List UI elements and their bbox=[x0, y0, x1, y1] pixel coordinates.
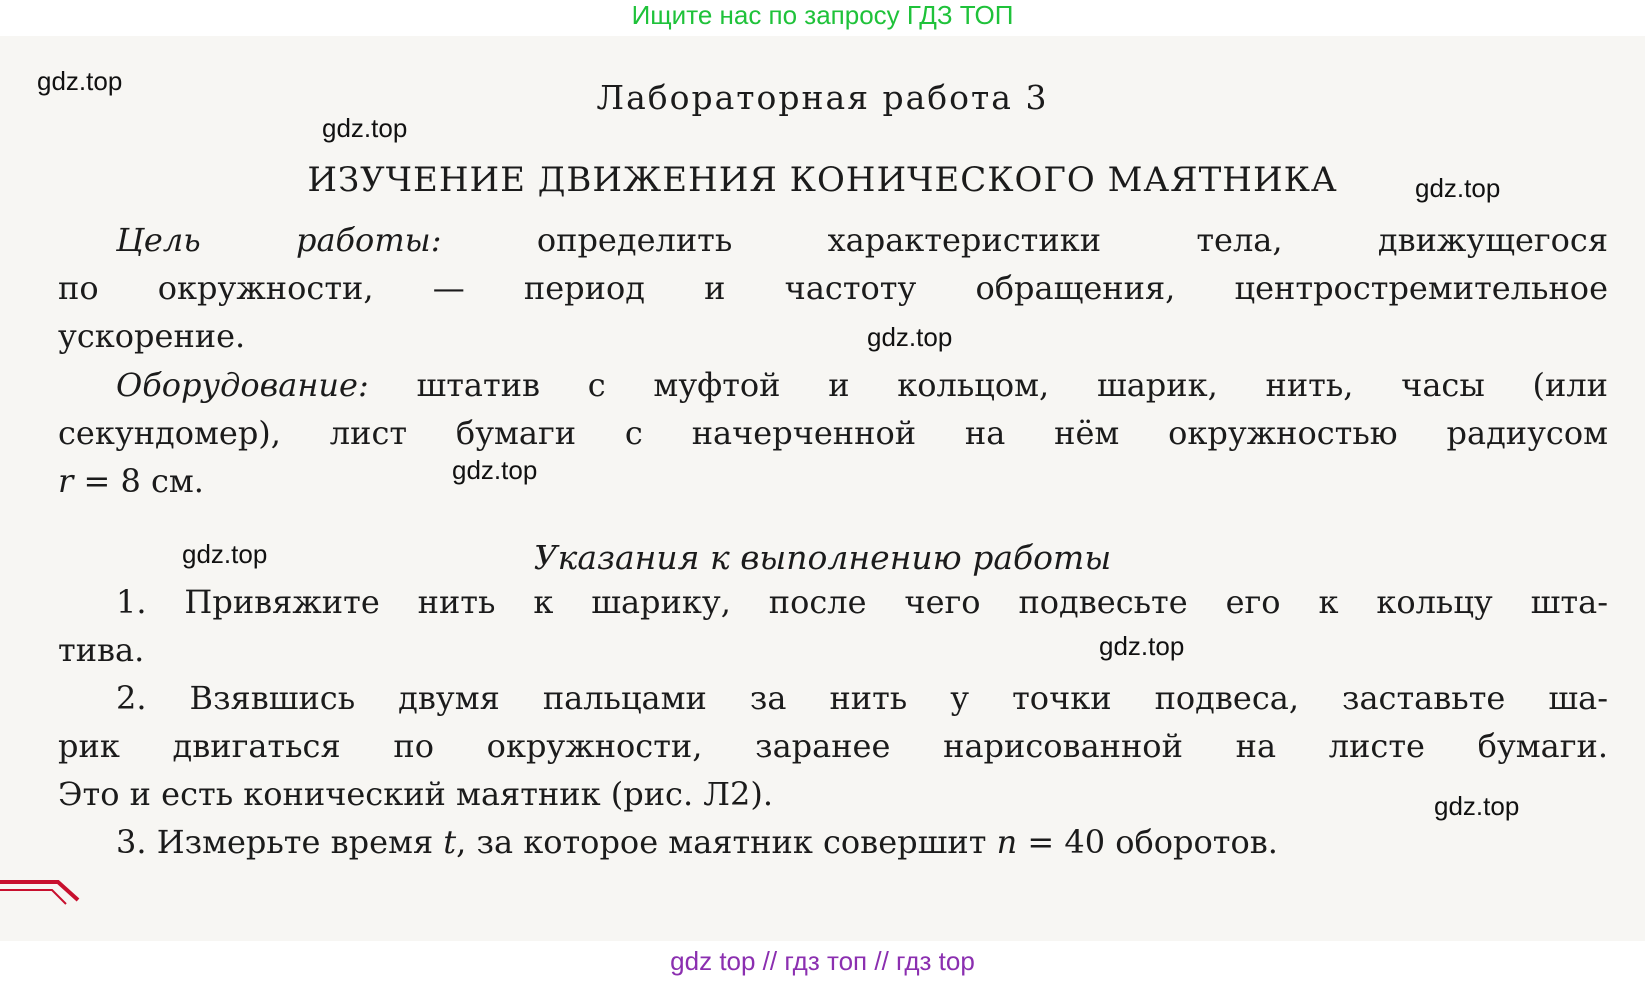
work-title: ИЗУЧЕНИЕ ДВИЖЕНИЯ КОНИЧЕСКОГО МАЯТНИКА bbox=[307, 160, 1338, 200]
goal-label: Цель работы: bbox=[116, 221, 442, 259]
step-3-line-1 bbox=[58, 818, 1278, 866]
watermark: gdz.top bbox=[867, 322, 953, 352]
bottom-banner[interactable]: gdz top // гдз топ // гдз top bbox=[0, 941, 1645, 983]
radius-value: = 8 см. bbox=[73, 462, 204, 500]
step-3-mid: , за которое маятник совершит bbox=[456, 823, 997, 861]
watermark: gdz.top bbox=[1434, 791, 1520, 821]
watermark: gdz.top bbox=[1415, 173, 1501, 203]
step-2 bbox=[58, 674, 1608, 818]
instructions-heading: Указания к выполнению работы bbox=[533, 538, 1112, 577]
step-2-line-2: рик двигаться по окружности, заранее нарисованной на листе бумаги. bbox=[58, 727, 1608, 765]
equipment-line-1 bbox=[58, 361, 1608, 409]
equipment-line-1-text: штатив с муфтой и кольцом, шарик, нить, часы (или bbox=[416, 366, 1609, 404]
radius-variable: r bbox=[58, 462, 74, 500]
goal-line-3: ускорение. bbox=[58, 317, 246, 355]
goal-paragraph bbox=[58, 216, 1608, 360]
goal-line-2: по окружности, — период и частоту обращения, центростремительное bbox=[58, 269, 1608, 307]
count-variable: n bbox=[996, 823, 1018, 861]
step-1-line-1: 1. Привяжите нить к шарику, после чего подвесьте его к кольцу шта- bbox=[116, 583, 1608, 621]
equipment-line-2: секундомер), лист бумаги с начерченной на нём окружностью радиусом bbox=[58, 414, 1608, 452]
watermark: gdz.top bbox=[37, 66, 123, 96]
equipment-line-3 bbox=[58, 457, 1608, 505]
time-variable: t bbox=[443, 823, 457, 861]
watermark: gdz.top bbox=[182, 539, 268, 569]
page-corner-marker bbox=[0, 878, 80, 908]
step-3 bbox=[58, 818, 1278, 866]
watermark: gdz.top bbox=[1099, 631, 1185, 661]
step-2-line-1: 2. Взявшись двумя пальцами за нить у точки подвеса, заставьте ша- bbox=[116, 679, 1608, 717]
goal-line-1 bbox=[58, 216, 1608, 264]
goal-line-1-text: определить характеристики тела, движущегося bbox=[536, 221, 1609, 259]
top-banner[interactable]: Ищите нас по запросу ГДЗ ТОП bbox=[0, 0, 1645, 36]
step-2-line-3: Это и есть конический маятник (рис. Л2). bbox=[58, 775, 774, 813]
watermark: gdz.top bbox=[322, 113, 408, 143]
step-3-pre: 3. Измерьте время bbox=[116, 823, 444, 861]
lab-title: Лабораторная работа 3 bbox=[596, 78, 1049, 117]
equipment-label: Оборудование: bbox=[116, 366, 369, 404]
step-3-post: = 40 оборотов. bbox=[1017, 823, 1278, 861]
equipment-paragraph bbox=[58, 361, 1608, 505]
step-1-line-2: тива. bbox=[58, 631, 145, 669]
step-1 bbox=[58, 578, 1608, 674]
watermark: gdz.top bbox=[452, 455, 538, 485]
